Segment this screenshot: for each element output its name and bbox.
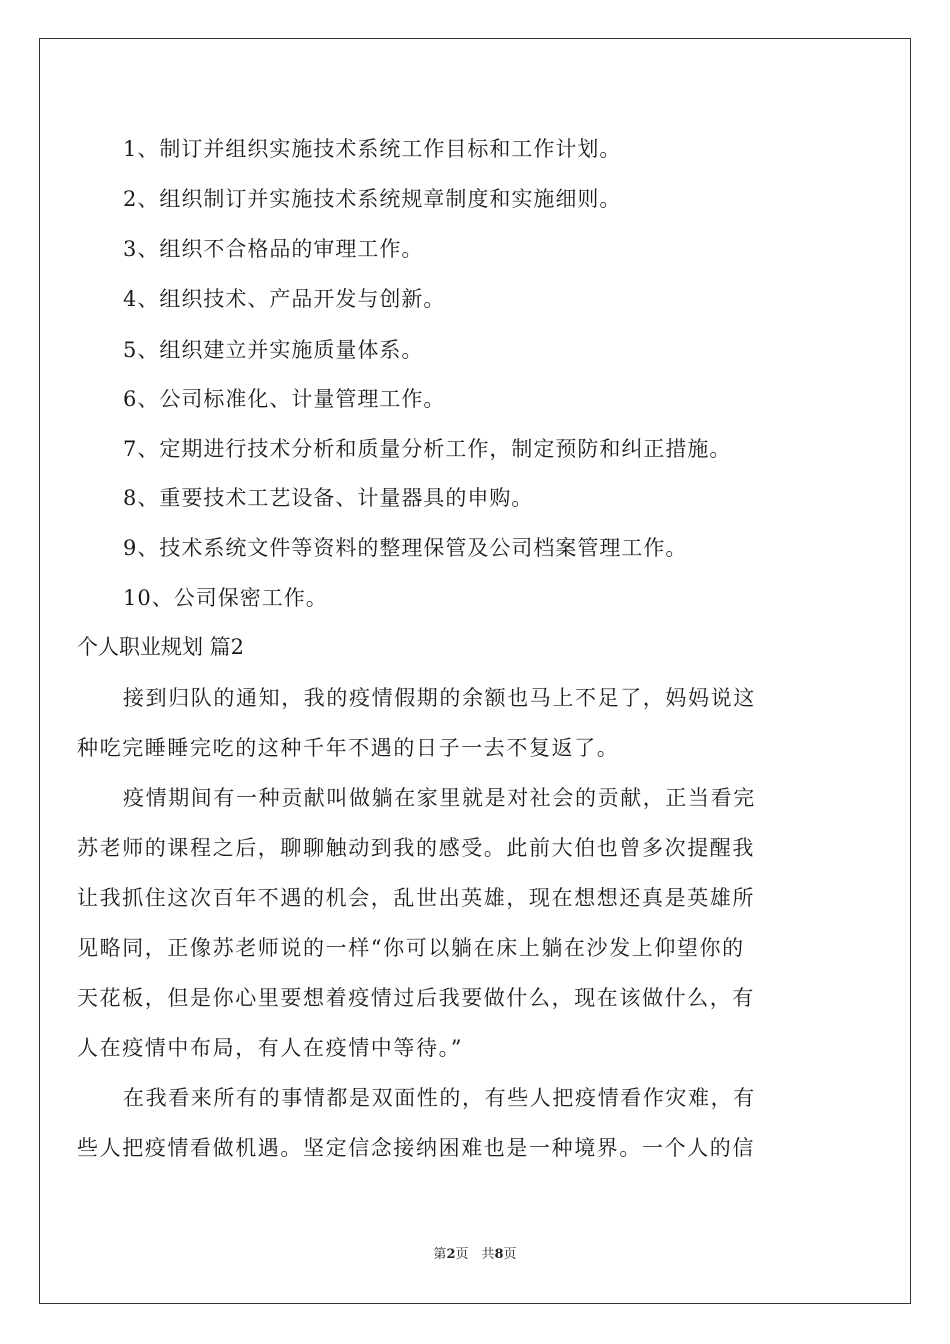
list-item: 9、技术系统文件等资料的整理保管及公司档案管理工作。	[123, 536, 688, 560]
total-page-number: 8	[494, 1247, 504, 1262]
paragraph-line: 种吃完睡睡完吃的这种千年不遇的日子一去不复返了。	[77, 736, 620, 760]
paragraph-line: 人在疫情中布局，有人在疫情中等待。”	[77, 1036, 464, 1060]
list-item: 8、重要技术工艺设备、计量器具的申购。	[123, 486, 534, 510]
paragraph-line: 让我抓住这次百年不遇的机会，乱世出英雄，现在想想还真是英雄所	[77, 886, 755, 910]
page-frame	[39, 38, 911, 1304]
list-item: 6、公司标准化、计量管理工作。	[123, 387, 446, 411]
current-page-number: 2	[446, 1247, 456, 1262]
paragraph-line: 接到归队的通知，我的疫情假期的余额也马上不足了，妈妈说这	[123, 686, 756, 710]
paragraph-line: 天花板，但是你心里要想着疫情过后我要做什么，现在该做什么，有	[77, 986, 755, 1010]
footer-suffix: 页	[503, 1247, 517, 1262]
section-heading: 个人职业规划 篇2	[77, 635, 245, 659]
paragraph-line: 苏老师的课程之后，聊聊触动到我的感受。此前大伯也曾多次提醒我	[77, 836, 755, 860]
page-footer	[0, 1246, 950, 1264]
paragraph-line: 在我看来所有的事情都是双面性的，有些人把疫情看作灾难，有	[123, 1086, 756, 1110]
list-item: 2、组织制订并实施技术系统规章制度和实施细则。	[123, 187, 622, 211]
list-item: 1、制订并组织实施技术系统工作目标和工作计划。	[123, 137, 622, 161]
list-item: 5、组织建立并实施质量体系。	[123, 338, 424, 362]
footer-mid: 页 共	[455, 1247, 495, 1262]
paragraph-line: 些人把疫情看做机遇。坚定信念接纳困难也是一种境界。一个人的信	[77, 1136, 755, 1160]
paragraph-line: 疫情期间有一种贡献叫做躺在家里就是对社会的贡献，正当看完	[123, 786, 756, 810]
list-item: 7、定期进行技术分析和质量分析工作，制定预防和纠正措施。	[123, 437, 732, 461]
paragraph-line: 见略同，正像苏老师说的一样“你可以躺在床上躺在沙发上仰望你的	[77, 936, 745, 960]
list-item: 3、组织不合格品的审理工作。	[123, 237, 424, 261]
list-item: 10、公司保密工作。	[123, 586, 328, 610]
footer-prefix: 第	[433, 1247, 447, 1262]
list-item: 4、组织技术、产品开发与创新。	[123, 287, 446, 311]
